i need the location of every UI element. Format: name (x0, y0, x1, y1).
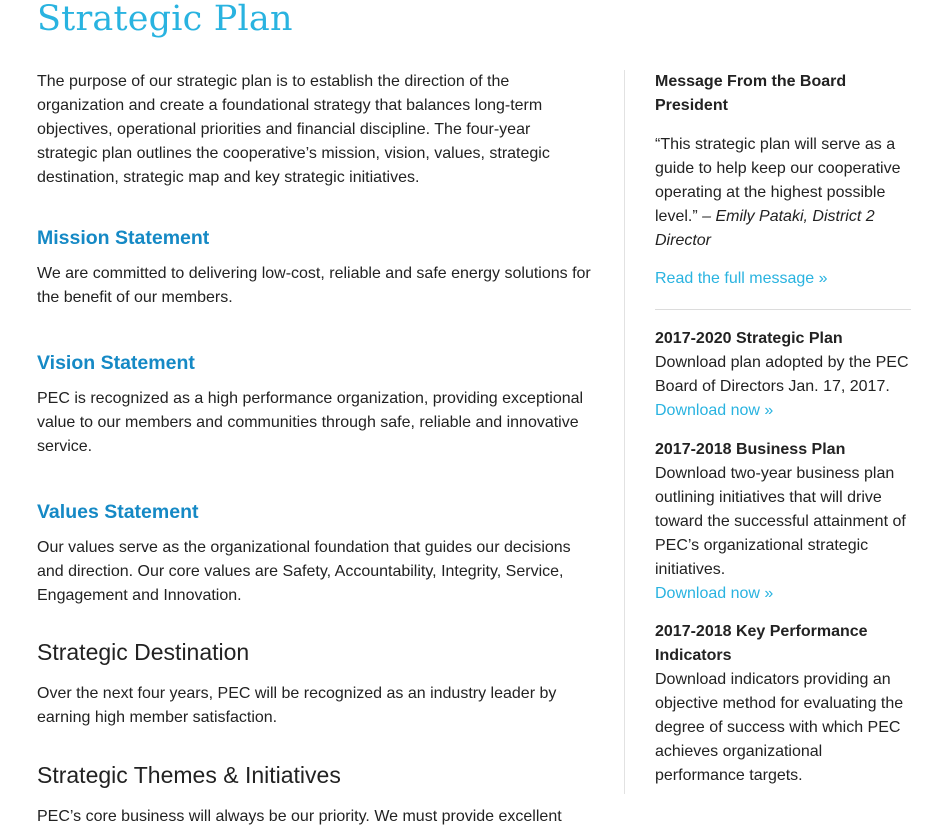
column-divider (624, 70, 625, 794)
download-title: 2017-2020 Strategic Plan (655, 330, 843, 347)
strategic-themes-heading: Strategic Themes & Initiatives (37, 762, 341, 788)
download-description: Download indicators providing an objective method for evaluating the degree of success with which PEC achieves organizational performance targets. (655, 671, 904, 784)
values-heading: Values Statement (37, 501, 199, 523)
intro-paragraph: The purpose of our strategic plan is to establish the direction of the organization and create a foundational strategy that balances long-term objectives, operational priorities and financial discipline. The four-year strategic plan outlines the cooperative’s mission, vision, values, strategic destination, strategic map and key strategic initiatives. (37, 73, 550, 186)
vision-heading: Vision Statement (37, 352, 195, 374)
download-strategic-plan-link[interactable]: Download now » (655, 402, 774, 419)
mission-body: We are committed to delivering low-cost, reliable and safe energy solutions for the benefit of our members. (37, 265, 591, 306)
download-item-strategic-plan (655, 327, 911, 423)
download-item-business-plan (655, 438, 911, 606)
quote-attribution: – Emily Pataki, District 2 Director (655, 208, 875, 249)
sidebar-divider (655, 309, 911, 310)
strategic-destination-heading: Strategic Destination (37, 639, 250, 665)
strategic-destination-body: Over the next four years, PEC will be recognized as an industry leader by earning high member satisfaction. (37, 685, 557, 726)
download-description: Download plan adopted by the PEC Board of Directors Jan. 17, 2017. (655, 354, 909, 395)
read-full-message-link[interactable]: Read the full message » (655, 270, 828, 287)
download-description: Download two-year business plan outlining initiatives that will drive toward the successful attainment of PEC’s organizational strategic initiatives. (655, 465, 906, 578)
strategic-themes-body: PEC’s core business will always be our priority. We must provide excellent (37, 808, 562, 825)
main-content (37, 70, 593, 829)
quote-text: “This strategic plan will serve as a guide to help keep our cooperative operating at the highest possible level.” (655, 136, 901, 225)
sidebar (655, 70, 911, 788)
board-message-heading: Message From the Board President (655, 73, 847, 114)
values-body: Our values serve as the organizational foundation that guides our decisions and direction. Our core values are Safety, Accountability, Integrity, Service, Engagement and Innovation. (37, 539, 571, 604)
page-title: Strategic Plan (37, 0, 293, 39)
download-title: 2017-2018 Key Performance Indicators (655, 623, 868, 664)
download-business-plan-link[interactable]: Download now » (655, 585, 774, 602)
download-title: 2017-2018 Business Plan (655, 441, 846, 458)
board-message-quote (655, 133, 911, 253)
mission-heading: Mission Statement (37, 227, 210, 249)
download-item-kpi (655, 620, 911, 788)
vision-body: PEC is recognized as a high performance organization, providing exceptional value to our members and communities through safe, reliable and innovative service. (37, 390, 584, 455)
